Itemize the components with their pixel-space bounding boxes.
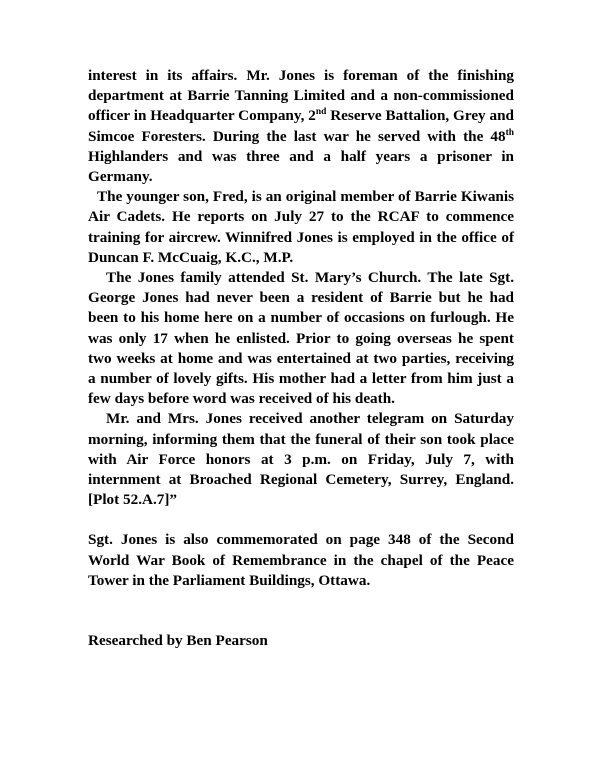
paragraph-spacer-1	[88, 510, 514, 530]
paragraph-spacer-2	[88, 591, 514, 631]
text-column	[88, 66, 514, 651]
researcher-credit: Researched by Ben Pearson	[88, 632, 268, 650]
paragraph-1-seg-1: interest in its affairs. Mr. Jones is foreman of the finishing department at Barrie Tanning Limited and a non-commissioned officer in Headquarter Company, 2	[88, 67, 514, 125]
paragraph-1-seg-3: Highlanders and was three and a half years a prisoner in Germany.	[88, 147, 514, 186]
paragraph-1	[88, 66, 514, 187]
paragraph-1-superscript-nd: nd	[315, 107, 327, 118]
paragraph-2: The younger son, Fred, is an original member of Barrie Kiwanis Air Cadets. He reports on July 27 to the RCAF to commence training for aircrew. Winnifred Jones is employed in the office of Duncan F. McCuaig, K.C., M.P.	[88, 188, 514, 266]
paragraph-1-seg-2: Reserve Battalion, Grey and Simcoe Foresters. During the last war he served with the 48	[88, 107, 514, 145]
paragraph-5: Sgt. Jones is also commemorated on page 348 of the Second World War Book of Remembrance in the chapel of the Peace Tower in the Parliament Buildings, Ottawa.	[88, 531, 514, 589]
paragraph-3: The Jones family attended St. Mary’s Church. The late Sgt. George Jones had never been a resident of Barrie but he had been to his home here on a number of occasions on furlough. He was only 17 when he enlisted. Prior to going overseas he spent two weeks at home and was entertained at two parties, receiving a number of lovely gifts. His mother had a letter from him just a few days before word was received of his death.	[88, 269, 514, 408]
paragraph-1-superscript-th: th	[505, 127, 514, 138]
paragraph-4: Mr. and Mrs. Jones received another telegram on Saturday morning, informing them that the funeral of their son took place with Air Force honors at 3 p.m. on Friday, July 7, with internment at Broached Regional Cemetery, Surrey, England. [Plot 52.A.7]”	[88, 410, 514, 509]
